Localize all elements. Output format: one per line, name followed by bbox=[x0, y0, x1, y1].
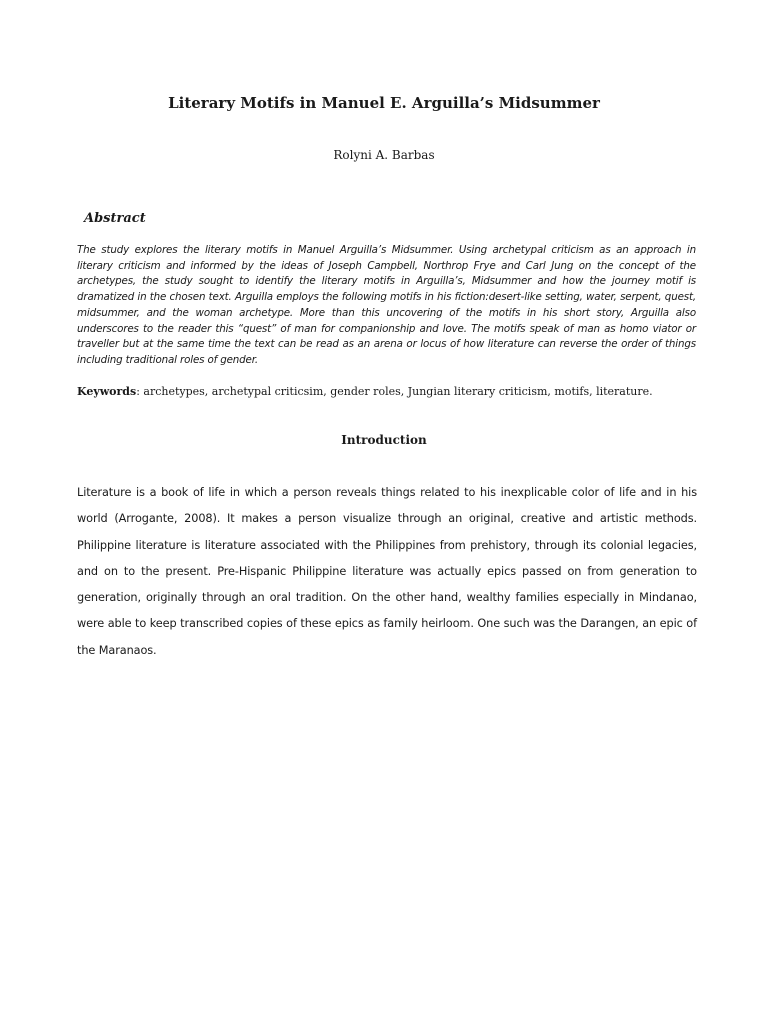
introduction-text: Literature is a book of life in which a person reveals things related to his inexplicable color of life and in his world (Arrogante, 2008). It makes a person visualize through an original, creative and artistic methods. Philippine literature is literature associated with the Philippines from prehistory, through its colonial legacies, and on to the present. Pre-Hispanic Philippine literature was actually epics passed on from generation to generation, originally through an oral tradition. On the other hand, wealthy families especially in Mindanao, were able to keep transcribed copies of these epics as family heirloom. One such was the Darangen, an epic of the Maranaos. bbox=[77, 486, 697, 657]
paper-title: Literary Motifs in Manuel E. Arguilla’s Midsummer bbox=[168, 94, 600, 112]
keywords-text: : archetypes, archetypal criticsim, gender roles, Jungian literary criticism, motifs, literature. bbox=[136, 385, 653, 398]
introduction-heading: Introduction bbox=[341, 433, 427, 447]
abstract-heading: Abstract bbox=[84, 211, 146, 226]
keywords-line bbox=[77, 384, 696, 400]
keywords-label: Keywords bbox=[77, 385, 137, 398]
abstract-text: The study explores the literary motifs in Manuel Arguilla’s Midsummer. Using archetypal criticism as an approach in literary criticism and informed by the ideas of Joseph Campbell, Northrop Frye and Carl Jung on the concept of the archetypes, the study sought to identify the literary motifs in Arguilla’s, Midsummer and how the journey motif is dramatized in the chosen text. Arguilla employs the following motifs in his fiction:desert-like setting, water, serpent, quest, midsummer, and the woman archetype. More than this uncovering of the motifs in his short story, Arguilla also underscores to the reader this “quest” of man for companionship and love. The motifs speak of man as homo viator or traveller but at the same time the text can be read as an arena or locus of how literature can reverse the order of things including traditional roles of gender. bbox=[77, 244, 696, 366]
author-name: Rolyni A. Barbas bbox=[333, 148, 435, 162]
